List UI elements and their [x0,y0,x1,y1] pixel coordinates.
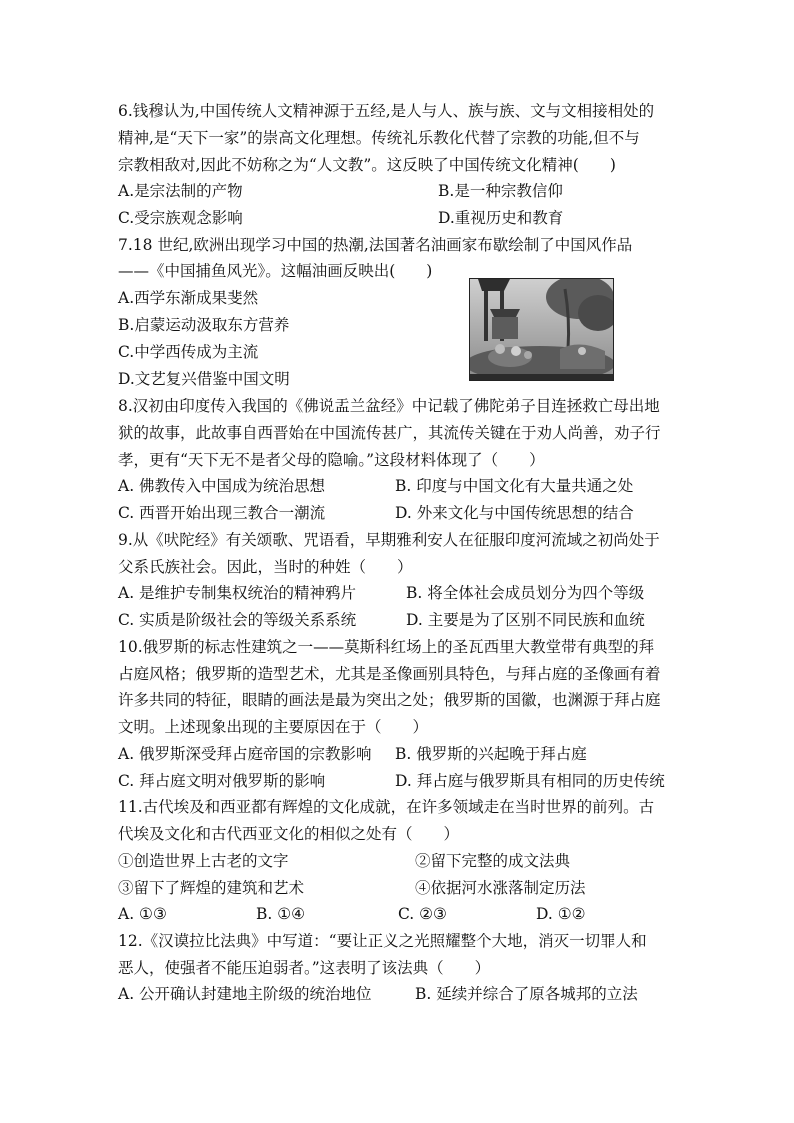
q10-option-b: B. 俄罗斯的兴起晚于拜占庭 [395,745,587,763]
q10-option-c: C. 拜占庭文明对俄罗斯的影响 [118,772,326,790]
q9-option-a: A. 是维护专制集权统治的精神鸦片 [118,584,357,602]
q11-item-4: ④依据河水涨落制定历法 [415,879,586,897]
q6-line-3: 宗教相敌对,因此不妨称之为“人文教”。这反映了中国传统文化精神( ) [118,156,616,174]
q6-line-2: 精神,是“天下一家”的崇高文化理想。传统礼乐教化代替了宗教的功能,但不与 [118,129,640,147]
q7-line-2: ——《中国捕鱼风光》。这幅油画反映出( ) [118,262,433,280]
q8-line-3: 孝，更有“天下无不是者父母的隐喻。”这段材料体现了（ ） [118,451,545,469]
q11-item-3: ③留下了辉煌的建筑和艺术 [118,879,305,897]
q10-option-a: A. 俄罗斯深受拜占庭帝国的宗教影响 [118,745,372,763]
q12-line-1: 12.《汉谟拉比法典》中写道：“要让正义之光照耀整个大地，消灭一切罪人和 [118,932,647,950]
q6-option-d: D.重视历史和教育 [438,209,564,227]
q11-item-1: ①创造世界上古老的文字 [118,852,289,870]
q12-option-a: A. 公开确认封建地主阶级的统治地位 [118,985,372,1003]
q7-option-b: B.启蒙运动汲取东方营养 [118,316,290,334]
q11-item-2: ②留下完整的成文法典 [415,852,571,870]
q10-option-d: D. 拜占庭与俄罗斯具有相同的历史传统 [395,772,665,790]
q7-line-1: 7.18 世纪,欧洲出现学习中国的热潮,法国著名油画家布歇绘制了中国风作品 [118,236,633,254]
q10-line-2: 占庭风格；俄罗斯的造型艺术，尤其是圣像画别具特色，与拜占庭的圣像画有着 [118,665,661,683]
painting-illustration [470,279,613,380]
q7-option-a: A.西学东渐成果斐然 [118,289,259,307]
q11-line-2: 代埃及文化和古代西亚文化的相似之处有（ ） [118,825,460,843]
q6-option-a: A.是宗法制的产物 [118,182,243,200]
q8-option-a: A. 佛教传入中国成为统治思想 [118,477,326,495]
q8-line-1: 8.汉初由印度传入我国的《佛说盂兰盆经》中记载了佛陀弟子目连拯救亡母出地 [118,397,660,415]
q10-line-3: 许多共同的特征，眼睛的画法是最为突出之处；俄罗斯的国徽，也渊源于拜占庭 [118,691,661,709]
q9-option-d: D. 主要是为了区别不同民族和血统 [406,611,645,629]
chinese-fishing-painting [469,278,614,381]
q12-line-2: 恶人，使强者不能压迫弱者。”这表明了该法典（ ） [118,959,491,977]
q8-option-b: B. 印度与中国文化有大量共通之处 [395,477,634,495]
q8-line-2: 狱的故事，此故事自西晋始在中国流传甚广，其流传关键在于劝人尚善，劝子行 [118,424,661,442]
q11-line-1: 11.古代埃及和西亚都有辉煌的文化成就，在许多领域走在当时世界的前列。古 [118,798,655,816]
q9-line-1: 9.从《吠陀经》有关颂歌、咒语看，早期雅利安人在征服印度河流域之初尚处于 [118,531,660,549]
q10-line-4: 文明。上述现象出现的主要原因在于（ ） [118,718,429,736]
q6-line-1: 6.钱穆认为,中国传统人文精神源于五经,是人与人、族与族、文与文相接相处的 [118,102,655,120]
q8-option-c: C. 西晋开始出现三教合一潮流 [118,504,326,522]
q11-option-a: A. ①③ [118,905,167,923]
q7-option-c: C.中学西传成为主流 [118,343,259,361]
q9-line-2: 父系氏族社会。因此，当时的种姓（ ） [118,558,413,576]
q11-option-d: D. ①② [536,905,586,923]
q8-option-d: D. 外来文化与中国传统思想的结合 [395,504,634,522]
q9-option-c: C. 实质是阶级社会的等级关系系统 [118,611,357,629]
q7-option-d: D.文艺复兴借鉴中国文明 [118,370,290,388]
q9-option-b: B. 将全体社会成员划分为四个等级 [406,584,645,602]
q12-option-b: B. 延续并综合了原各城邦的立法 [415,985,638,1003]
q6-option-c: C.受宗族观念影响 [118,209,243,227]
q6-option-b: B.是一种宗教信仰 [438,182,563,200]
q11-option-c: C. ②③ [398,905,447,923]
q10-line-1: 10.俄罗斯的标志性建筑之一——莫斯科红场上的圣瓦西里大教堂带有典型的拜 [118,638,655,656]
q11-option-b: B. ①④ [256,905,306,923]
